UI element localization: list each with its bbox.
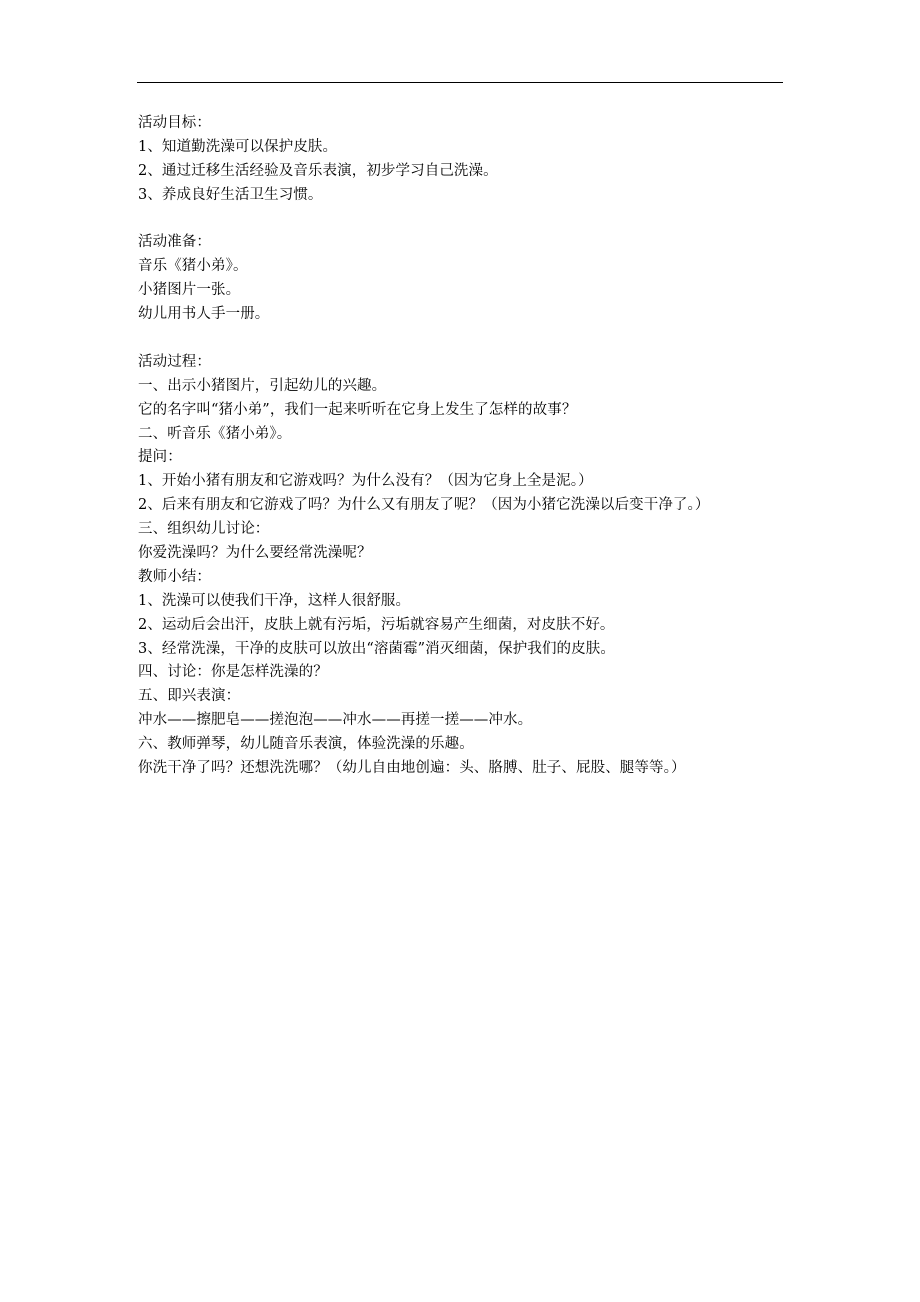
document-body [138, 112, 798, 781]
goal-item: 2、通过迁移生活经验及音乐表演，初步学习自己洗澡。 [138, 162, 498, 179]
process-item: 教师小结： [138, 568, 211, 585]
process-item: 3、经常洗澡，干净的皮肤可以放出“溶菌霉”消灭细菌，保护我们的皮肤。 [138, 640, 615, 657]
preparation-item: 小猪图片一张。 [138, 282, 241, 299]
process-heading: 活动过程： [138, 353, 211, 370]
process-item: 2、后来有朋友和它游戏了吗？为什么又有朋友了呢？（因为小猪它洗澡以后变干净了。） [138, 497, 710, 514]
process-item: 二、听音乐《猪小弟》。 [138, 425, 292, 442]
process-item: 一、出示小猪图片，引起幼儿的兴趣。 [138, 377, 387, 394]
process-item: 三、组织幼儿讨论： [138, 521, 270, 538]
process-item: 你爱洗澡吗？为什么要经常洗澡呢？ [138, 545, 372, 562]
preparation-item: 幼儿用书人手一册。 [138, 306, 270, 323]
process-item: 冲水——擦肥皂——搓泡泡——冲水——再搓一搓——冲水。 [138, 712, 533, 729]
section-gap [138, 208, 798, 232]
process-item: 1、开始小猪有朋友和它游戏吗？为什么没有？（因为它身上全是泥。） [138, 473, 593, 490]
process-item: 你洗干净了吗？还想洗洗哪？（幼儿自由地创遍：头、胳膊、肚子、屁股、腿等等。） [138, 760, 686, 777]
goal-item: 1、知道勤洗澡可以保护皮肤。 [138, 138, 338, 155]
section-gap [138, 327, 798, 351]
preparation-item: 音乐《猪小弟》。 [138, 258, 248, 275]
process-item: 提问： [138, 449, 182, 466]
process-item: 它的名字叫“猪小弟”，我们一起来听听在它身上发生了怎样的故事？ [138, 401, 577, 418]
preparation-heading: 活动准备： [138, 234, 211, 251]
header-rule [137, 82, 783, 83]
process-item: 六、教师弹琴，幼儿随音乐表演，体验洗澡的乐趣。 [138, 736, 474, 753]
goals-heading: 活动目标： [138, 115, 211, 131]
process-item: 2、运动后会出汗，皮肤上就有污垢，污垢就容易产生细菌，对皮肤不好。 [138, 616, 615, 633]
process-item: 1、洗澡可以使我们干净，这样人很舒服。 [138, 592, 411, 609]
process-item: 五、即兴表演： [138, 688, 241, 705]
goal-item: 3、养成良好生活卫生习惯。 [138, 186, 323, 203]
process-item: 四、讨论：你是怎样洗澡的？ [138, 664, 328, 681]
